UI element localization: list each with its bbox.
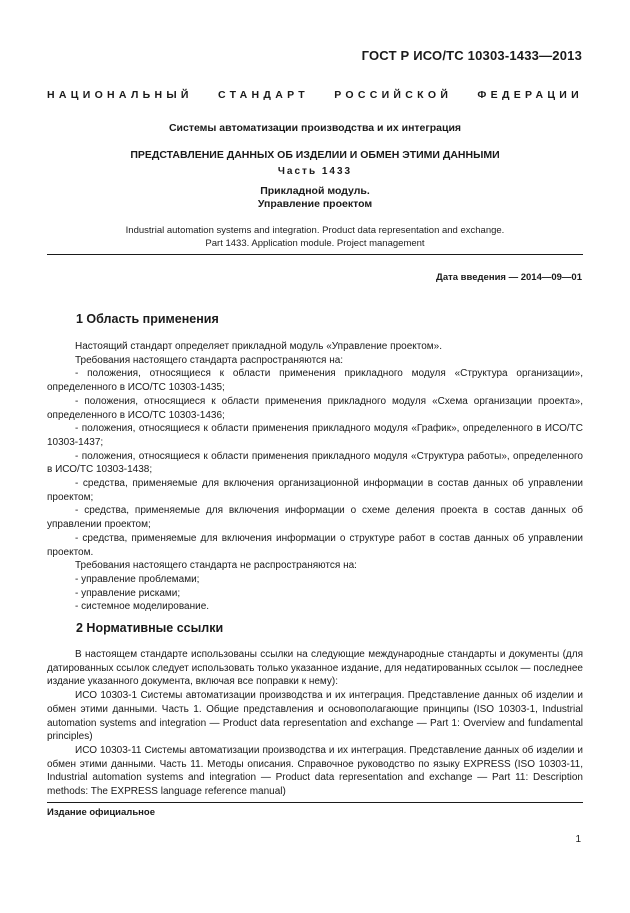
module-title-line-1: Прикладной модуль.	[260, 185, 370, 197]
section-1-body	[47, 340, 583, 614]
list-item: - положения, относящиеся к области применения прикладного модуля «Структура работы», определенного в ИСО/ТС 10303-1438;	[47, 450, 583, 476]
section-1-heading: 1 Область применения	[76, 312, 219, 326]
introduction-date: Дата введения — 2014—09—01	[436, 272, 582, 283]
list-item: - управление рисками;	[75, 587, 181, 599]
reference-entry: ИСО 10303-1 Системы автоматизации производства и их интеграция. Представление данных об изделии и обмен этими данными. Часть 1. Общие представления и основополагающие принципы (ISO 10303-1, Industrial automation systems and integration — Product data representation and exchange — Part 1: Overview and fundamental principles)	[47, 690, 583, 743]
paragraph: В настоящем стандарте использованы ссылки на следующие международные стандарты и документы (для датированных ссылок следует использовать только указанное издание, для недатированных ссылок — последнее издание указанного документа, включая все поправки к нему):	[47, 649, 583, 688]
footer-divider	[47, 802, 583, 803]
english-title-line-2: Part 1433. Application module. Project management	[205, 238, 425, 249]
list-item: - системное моделирование.	[75, 601, 210, 613]
module-title	[0, 185, 630, 211]
list-item: - управление проблемами;	[75, 573, 200, 585]
list-item: - средства, применяемые для включения организационной информации в состав данных об управлении проектом;	[47, 478, 583, 503]
section-2-heading: 2 Нормативные ссылки	[76, 621, 224, 635]
paragraph: Настоящий стандарт определяет прикладной модуль «Управление проектом».	[75, 341, 442, 352]
list-item: - положения, относящиеся к области применения прикладного модуля «График», определенного в ИСО/ТС 10303-1437;	[47, 423, 583, 448]
series-title: Системы автоматизации производства и их интеграция	[168, 122, 462, 134]
module-title-line-2: Управление проектом	[257, 198, 373, 210]
section-2-body	[47, 648, 583, 799]
page-number: 1	[575, 834, 581, 845]
english-title	[60, 224, 570, 250]
list-item: - средства, применяемые для включения информации о структуре работ в состав данных об управлении проектом.	[47, 532, 583, 558]
list-item: - положения, относящиеся к области применения прикладного модуля «Схема организации проекта», определенного в ИСО/ТС 10303-1436;	[47, 395, 583, 421]
english-title-line-1: Industrial automation systems and integration. Product data representation and exchange.	[125, 225, 505, 236]
title-divider	[47, 254, 583, 255]
main-title: ПРЕДСТАВЛЕНИЕ ДАННЫХ ОБ ИЗДЕЛИИ И ОБМЕН ЭТИМИ ДАННЫМИ	[130, 149, 500, 161]
part-title: Часть 1433	[277, 166, 353, 177]
national-standard-banner: НАЦИОНАЛЬНЫЙ СТАНДАРТ РОССИЙСКОЙ ФЕДЕРАЦИИ	[47, 89, 583, 101]
paragraph: Требования настоящего стандарта не распространяются на:	[75, 560, 357, 572]
document-code: ГОСТ Р ИСО/ТС 10303-1433—2013	[361, 48, 582, 63]
paragraph: Требования настоящего стандарта распространяются на:	[75, 354, 344, 366]
edition-label: Издание официальное	[47, 807, 155, 818]
list-item: - средства, применяемые для включения информации о схеме деления проекта в состав данных об управлении проектом;	[47, 505, 583, 531]
list-item: - положения, относящиеся к области применения прикладного модуля «Структура организации», определенного в ИСО/ТС 10303-1435;	[47, 368, 583, 394]
reference-entry: ИСО 10303-11 Системы автоматизации производства и их интеграция. Представление данных об изделии и обмен этими данными. Часть 11. Методы описания. Справочное руководство по языку EXPRESS (ISO 10303-11, Industrial automation systems and integration — Product data representation and exchange — Part 11: Description methods: The EXPRESS language reference manual)	[47, 744, 583, 798]
